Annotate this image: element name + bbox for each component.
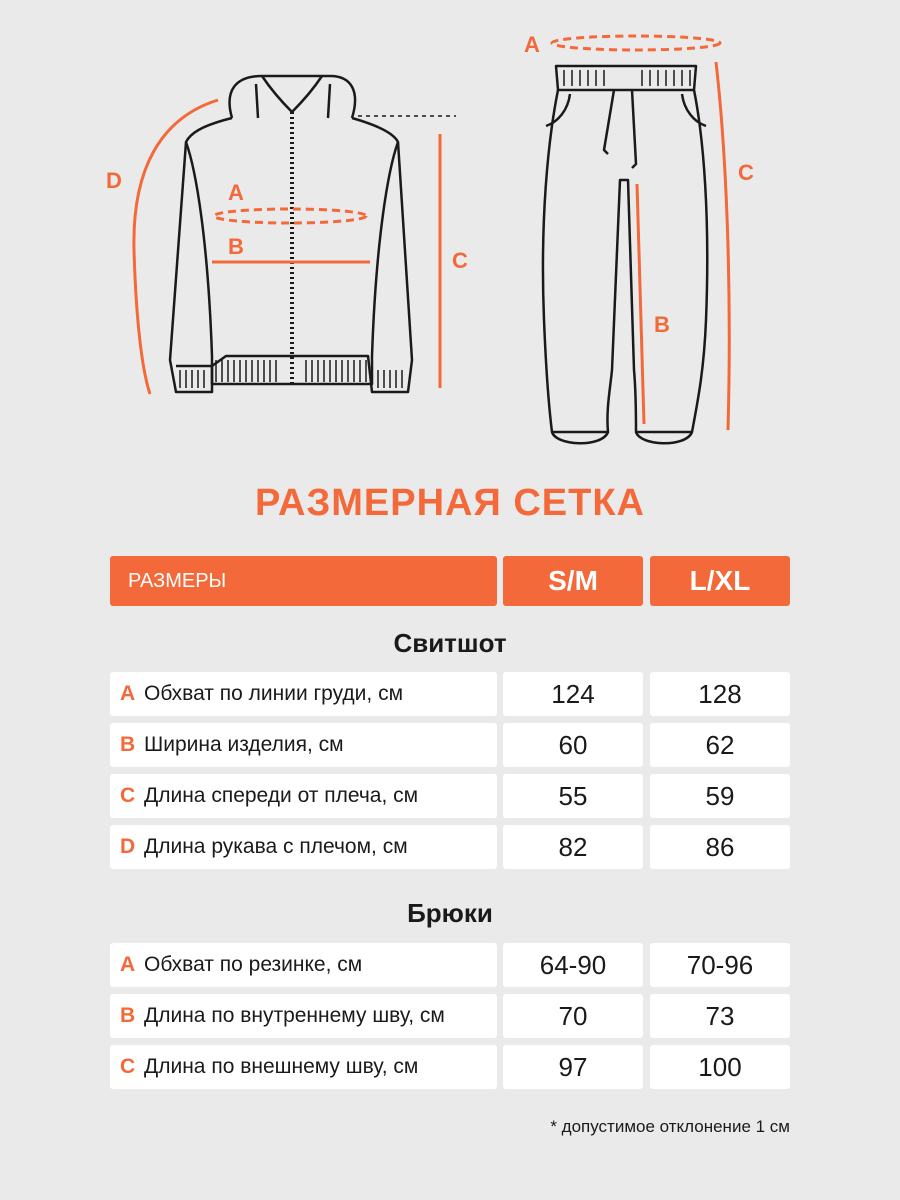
value-lxl: 100	[650, 1045, 790, 1089]
pants-label-c: C	[738, 160, 754, 185]
value-sm: 60	[503, 723, 643, 767]
jacket-label-a: A	[228, 180, 244, 205]
row-label-cell	[110, 825, 497, 869]
row-label: Обхват по резинке, см	[144, 953, 363, 976]
value-sm: 82	[503, 825, 643, 869]
row-label-cell	[110, 1045, 497, 1089]
value-lxl: 86	[650, 825, 790, 869]
row-letter: A	[120, 682, 136, 705]
jacket-label-b: B	[228, 234, 244, 259]
value-lxl: 128	[650, 672, 790, 716]
value-sm: 70	[503, 994, 643, 1038]
value-lxl: 59	[650, 774, 790, 818]
pants-label-b: B	[654, 312, 670, 337]
row-label: Ширина изделия, см	[144, 733, 344, 756]
value-lxl: 73	[650, 994, 790, 1038]
header-sizes-label: РАЗМЕРЫ	[110, 556, 497, 606]
value-lxl: 62	[650, 723, 790, 767]
row-label-cell	[110, 672, 497, 716]
pants-label-a: A	[524, 32, 540, 57]
row-label: Обхват по линии груди, см	[144, 682, 404, 705]
row-letter: D	[120, 835, 136, 858]
value-lxl: 70-96	[650, 943, 790, 987]
jacket-measurements	[134, 100, 440, 394]
row-label: Длина рукава с плечом, см	[144, 835, 408, 858]
value-sm: 55	[503, 774, 643, 818]
section-title-sweatshirt: Свитшот	[393, 628, 507, 658]
pants-illustration	[543, 66, 707, 443]
row-label-cell	[110, 774, 497, 818]
jacket-label-c: C	[452, 248, 468, 273]
row-letter: C	[120, 784, 136, 807]
jacket-label-d: D	[106, 168, 122, 193]
header-size-lxl: L/XL	[650, 556, 790, 606]
pants-ribbing	[564, 70, 690, 86]
row-label-cell	[110, 723, 497, 767]
garment-diagram	[0, 0, 900, 470]
header-size-sm: S/M	[503, 556, 643, 606]
row-letter: B	[120, 1004, 136, 1027]
row-label: Длина по внешнему шву, см	[144, 1055, 419, 1078]
value-sm: 124	[503, 672, 643, 716]
value-sm: 97	[503, 1045, 643, 1089]
row-label: Длина спереди от плеча, см	[144, 784, 419, 807]
row-letter: C	[120, 1055, 136, 1078]
row-letter: B	[120, 733, 136, 756]
row-label: Длина по внутреннему шву, см	[144, 1004, 445, 1027]
row-letter: A	[120, 953, 136, 976]
tolerance-note: * допустимое отклонение 1 см	[550, 1117, 790, 1136]
value-sm: 64-90	[503, 943, 643, 987]
row-label-cell	[110, 994, 497, 1038]
row-label-cell	[110, 943, 497, 987]
page-title: РАЗМЕРНАЯ СЕТКА	[255, 482, 645, 524]
section-title-pants: Брюки	[407, 898, 493, 928]
